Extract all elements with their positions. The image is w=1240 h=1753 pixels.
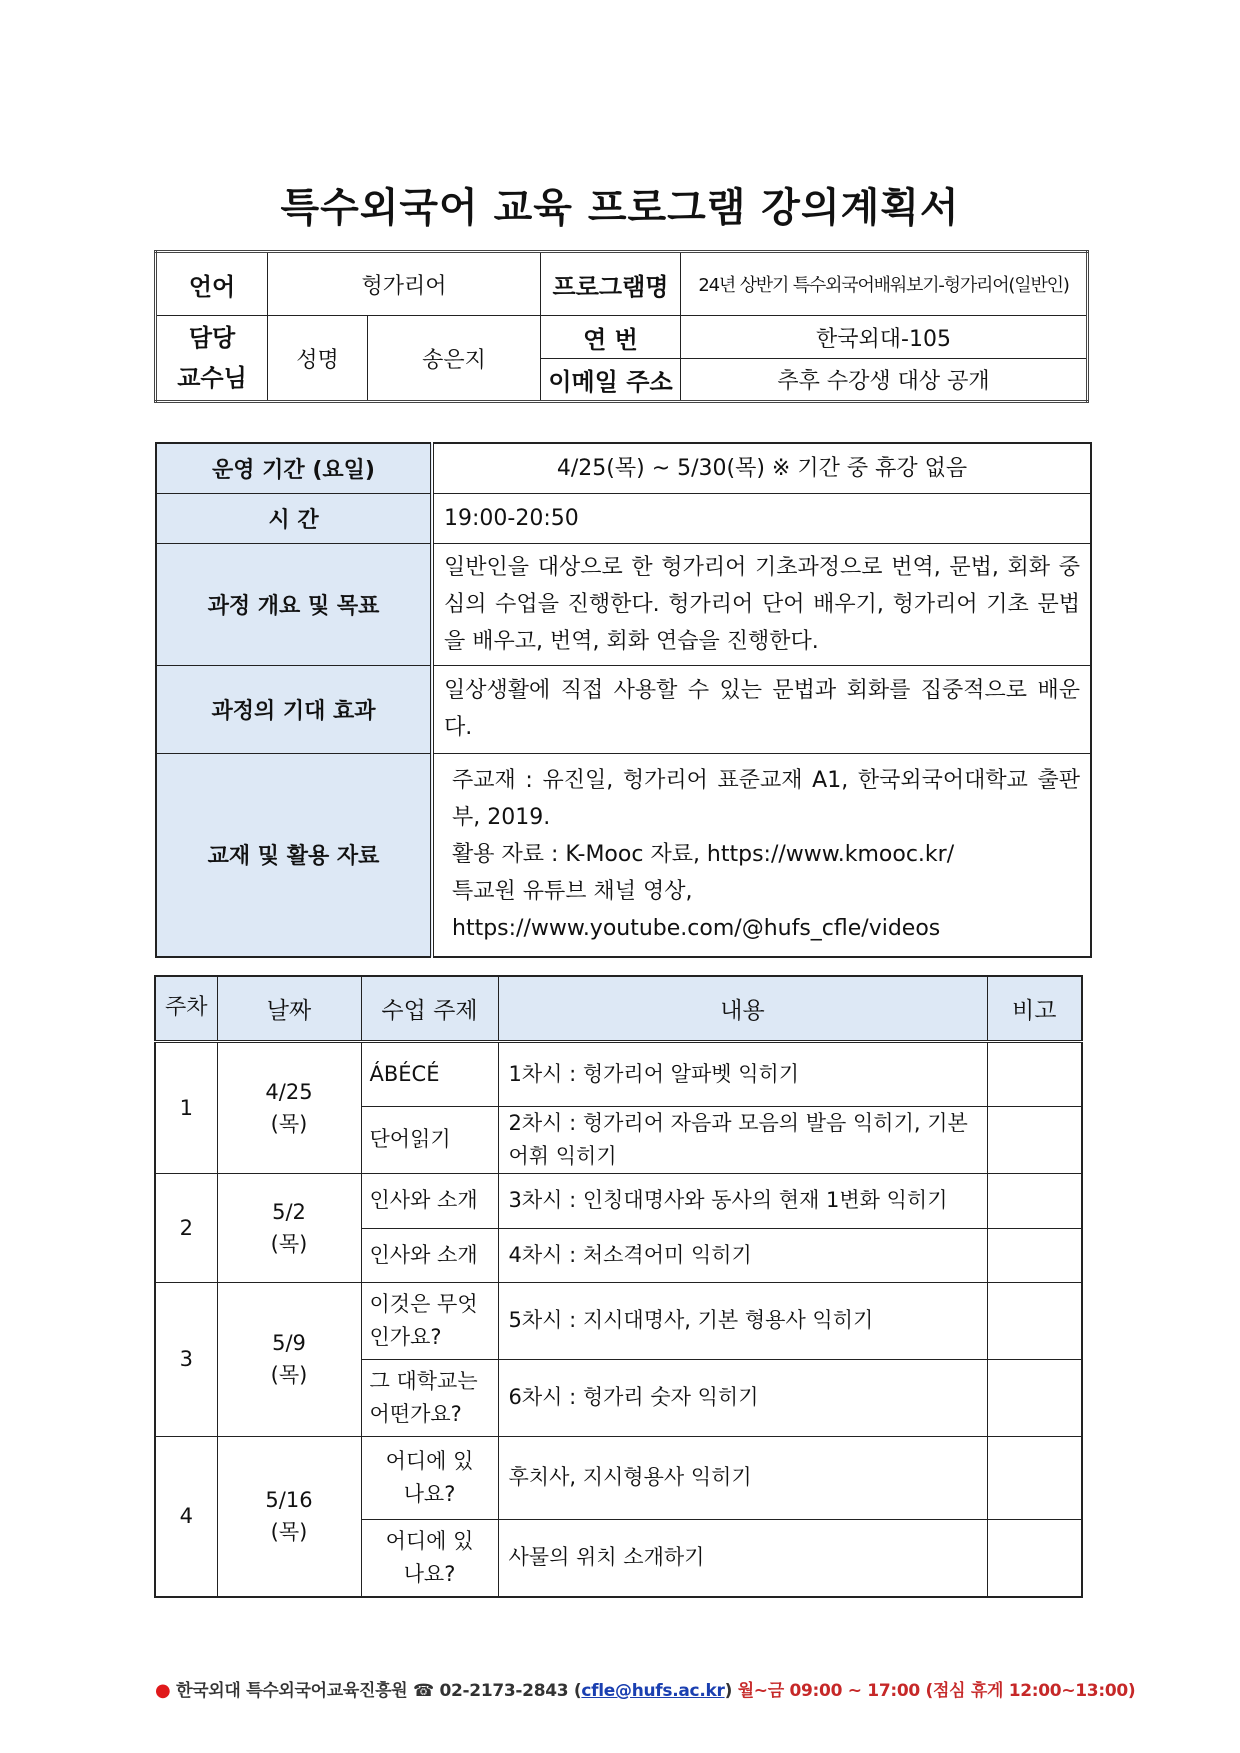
session-note bbox=[987, 1228, 1082, 1282]
table-row bbox=[155, 1282, 1082, 1359]
session-topic: 어디에 있나요? bbox=[361, 1519, 498, 1597]
session-note bbox=[987, 1106, 1082, 1173]
session-content: 후치사, 지시형용사 익히기 bbox=[498, 1436, 987, 1519]
professor-label-line1: 담당 bbox=[188, 324, 236, 352]
session-topic: ÁBÉCÉ bbox=[361, 1041, 498, 1106]
session-note bbox=[987, 1041, 1082, 1106]
session-topic: 그 대학교는 어떤가요? bbox=[361, 1359, 498, 1436]
week-number: 2 bbox=[155, 1173, 217, 1282]
day-text: (목) bbox=[270, 1363, 308, 1387]
session-note bbox=[987, 1436, 1082, 1519]
name-value: 송은지 bbox=[368, 316, 541, 402]
session-content: 3차시 : 인칭대명사와 동사의 현재 1변화 익히기 bbox=[498, 1173, 987, 1228]
session-content: 4차시 : 처소격어미 익히기 bbox=[498, 1228, 987, 1282]
material-line-3: 특교원 유튜브 채널 영상, bbox=[452, 879, 693, 905]
header-week: 주차 bbox=[155, 976, 217, 1041]
week-date bbox=[217, 1041, 361, 1173]
material-value bbox=[432, 753, 1091, 957]
session-content: 사물의 위치 소개하기 bbox=[498, 1519, 987, 1597]
professor-label bbox=[156, 316, 268, 402]
page-title: 특수외국어 교육 프로그램 강의계획서 bbox=[280, 185, 960, 231]
material-line-4: https://www.youtube.com/@hufs_cfle/videos bbox=[452, 916, 941, 942]
week-date bbox=[217, 1436, 361, 1597]
footer-hours: 월~금 09:00 ~ 17:00 (점심 휴게 12:00~13:00) bbox=[737, 1681, 1136, 1701]
date-text: 4/25 bbox=[265, 1079, 313, 1104]
day-text: (목) bbox=[270, 1231, 308, 1256]
professor-label-line2: 교수님 bbox=[177, 364, 247, 392]
program-label: 프로그램명 bbox=[541, 252, 681, 316]
week-date bbox=[217, 1173, 361, 1282]
period-value: 4/25(목) ~ 5/30(목) ※ 기간 중 휴강 없음 bbox=[432, 443, 1091, 493]
header-note: 비고 bbox=[987, 976, 1082, 1041]
session-content: 6차시 : 헝가리 숫자 익히기 bbox=[498, 1359, 987, 1436]
table-row bbox=[155, 1041, 1082, 1106]
date-text: 5/16 bbox=[265, 1488, 313, 1513]
name-label: 성명 bbox=[268, 316, 368, 402]
program-value: 24년 상반기 특수외국어배워보기-헝가리어(일반인) bbox=[681, 252, 1088, 316]
day-text: (목) bbox=[270, 1111, 308, 1136]
session-topic: 인사와 소개 bbox=[361, 1173, 498, 1228]
session-note bbox=[987, 1359, 1082, 1436]
session-content: 1차시 : 헝가리어 알파벳 익히기 bbox=[498, 1041, 987, 1106]
header-date: 날짜 bbox=[217, 976, 361, 1041]
date-text: 5/2 bbox=[272, 1199, 306, 1224]
date-text: 5/9 bbox=[272, 1331, 306, 1355]
material-line-1: 주교재 : 유진일, 헝가리어 표준교재 A1, 한국외국어대학교 출판부, 2019. bbox=[452, 768, 1080, 831]
office-label: 연 번 bbox=[541, 316, 681, 359]
week-number: 1 bbox=[155, 1041, 217, 1173]
office-value: 한국외대-105 bbox=[681, 316, 1088, 359]
language-label: 언어 bbox=[156, 252, 268, 316]
material-line-2: 활용 자료 : K-Mooc 자료, https://www.kmooc.kr/ bbox=[452, 842, 955, 868]
instructor-info-table bbox=[154, 250, 1089, 403]
period-label: 운영 기간 (요일) bbox=[156, 443, 432, 493]
material-label: 교재 및 활용 자료 bbox=[156, 753, 432, 957]
session-content: 2차시 : 헝가리어 자음과 모음의 발음 익히기, 기본 어휘 익히기 bbox=[498, 1106, 987, 1173]
table-row bbox=[155, 1173, 1082, 1228]
session-topic: 인사와 소개 bbox=[361, 1228, 498, 1282]
session-note bbox=[987, 1519, 1082, 1597]
footer-org: 한국외대 특수외국어교육진흥원 bbox=[176, 1681, 408, 1701]
goal-label: 과정 개요 및 목표 bbox=[156, 543, 432, 665]
week-number: 4 bbox=[155, 1436, 217, 1597]
goal-value: 일반인을 대상으로 한 헝가리어 기초과정으로 번역, 문법, 회화 중심의 수업을 진행한다. 헝가리어 단어 배우기, 헝가리어 기초 문법을 배우고, 번역, 회화 연습을 진행한다. bbox=[432, 543, 1091, 665]
effect-label: 과정의 기대 효과 bbox=[156, 665, 432, 753]
effect-value: 일상생활에 직접 사용할 수 있는 문법과 회화를 집중적으로 배운다. bbox=[432, 665, 1091, 753]
session-note bbox=[987, 1173, 1082, 1228]
footer: ● 한국외대 특수외국어교육진흥원 ☎ 02-2173-2843 (cfle@hufs.ac.kr) 월~금 09:00 ~ 17:00 (점심 휴게 12:00~13:00) bbox=[155, 1680, 1136, 1701]
course-overview-table bbox=[155, 442, 1092, 958]
session-note bbox=[987, 1282, 1082, 1359]
table-row bbox=[155, 1436, 1082, 1519]
language-value: 헝가리어 bbox=[268, 252, 541, 316]
footer-email-link[interactable]: cfle@hufs.ac.kr bbox=[581, 1681, 725, 1701]
session-topic: 이것은 무엇인가요? bbox=[361, 1282, 498, 1359]
footer-phone: ☎ 02-2173-2843 bbox=[412, 1681, 569, 1701]
week-number: 3 bbox=[155, 1282, 217, 1436]
session-content: 5차시 : 지시대명사, 기본 형용사 익히기 bbox=[498, 1282, 987, 1359]
email-label: 이메일 주소 bbox=[541, 359, 681, 402]
time-value: 19:00-20:50 bbox=[432, 493, 1091, 543]
week-date bbox=[217, 1282, 361, 1436]
session-topic: 단어읽기 bbox=[361, 1106, 498, 1173]
header-topic: 수업 주제 bbox=[361, 976, 498, 1041]
day-text: (목) bbox=[270, 1520, 308, 1545]
header-content: 내용 bbox=[498, 976, 987, 1041]
schedule-table bbox=[154, 975, 1083, 1598]
email-value: 추후 수강생 대상 공개 bbox=[681, 359, 1088, 402]
time-label: 시 간 bbox=[156, 493, 432, 543]
session-topic: 어디에 있나요? bbox=[361, 1436, 498, 1519]
bullet-dot-icon: ● bbox=[155, 1680, 171, 1701]
